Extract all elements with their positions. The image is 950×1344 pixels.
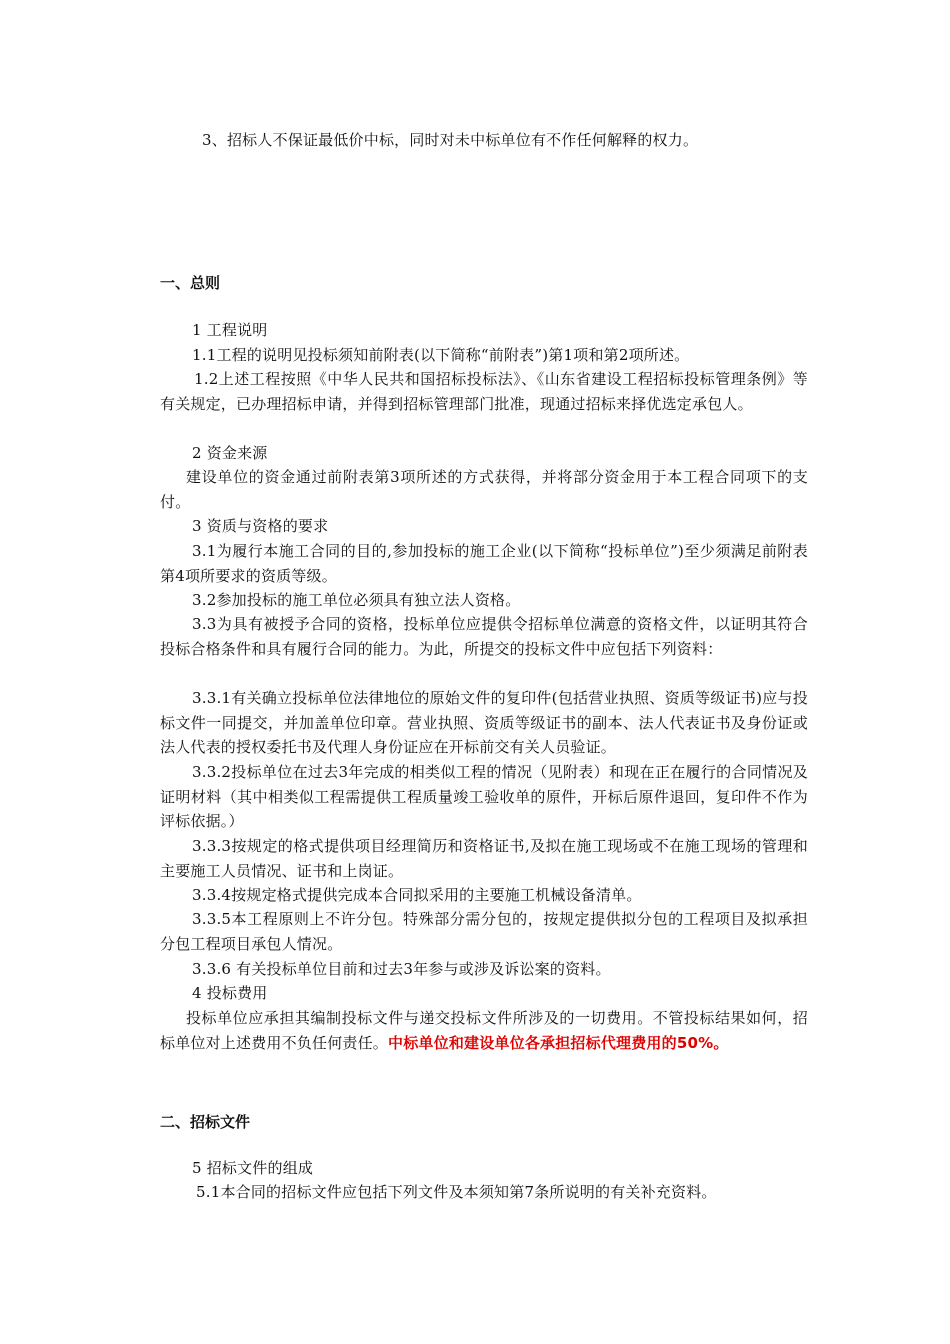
section-heading-general: 一、总则 — [160, 274, 221, 292]
para-3-3-2: 3.3.2投标单位在过去3年完成的相类似工程的情况（见附表）和现在正在履行的合同情况及证明材料（其中相类似工程需提供工程质量竣工验收单的原件，开标后原件退回，复印件不作为评标依据。） — [160, 763, 808, 830]
para-3-3-5: 3.3.5本工程原则上不许分包。特殊部分需分包的，按规定提供拟分包的工程项目及拟承担分包工程项目承包人情况。 — [160, 910, 808, 953]
para-1-1: 1.1工程的说明见投标须知前附表(以下简称“前附表”)第1项和第2项所述。 — [192, 346, 690, 364]
para-3-3-4: 3.3.4按规定格式提供完成本合同拟采用的主要施工机械设备清单。 — [192, 886, 642, 904]
para-1-2: 1.2上述工程按照《中华人民共和国招标投标法》、《山东省建设工程招标投标管理条例》等有关规定，已办理招标申请，并得到招标管理部门批准，现通过招标来择优选定承包人。 — [160, 370, 808, 413]
para-2: 2 资金来源 — [192, 444, 268, 462]
para-2-body: 建设单位的资金通过前附表第3项所述的方式获得，并将部分资金用于本工程合同项下的支付。 — [160, 468, 808, 511]
para-3-3-1: 3.3.1有关确立投标单位法律地位的原始文件的复印件(包括营业执照、资质等级证书)应与投标文件一同提交，并加盖单位印章。营业执照、资质等级证书的副本、法人代表证书及身份证或法人代表的授权委托书及代理人身份证应在开标前交有关人员验证。 — [160, 689, 808, 756]
para-3-2: 3.2参加投标的施工单位必须具有独立法人资格。 — [192, 591, 521, 609]
para-5: 5 招标文件的组成 — [192, 1159, 314, 1177]
para-1: 1 工程说明 — [192, 321, 268, 339]
para-4-text: 投标单位应承担其编制投标文件与递交投标文件所涉及的一切费用。不管投标结果如何，招标单位对上述费用不负任何责任。 — [160, 1009, 808, 1052]
para-3-3-6: 3.3.6 有关投标单位目前和过去3年参与或涉及诉讼案的资料。 — [192, 960, 611, 978]
para-3-1: 3.1为履行本施工合同的目的,参加投标的施工企业(以下简称“投标单位”)至少须满足前附表第4项所要求的资质等级。 — [160, 542, 808, 585]
para-5-1: 5.1本合同的招标文件应包括下列文件及本须知第7条所说明的有关补充资料。 — [196, 1183, 717, 1201]
para-3-3-3: 3.3.3按规定的格式提供项目经理简历和资格证书,及拟在施工现场或不在施工现场的管理和主要施工人员情况、证书和上岗证。 — [160, 837, 808, 880]
section-heading-tender-documents: 二、招标文件 — [160, 1113, 251, 1131]
note-3: 3、招标人不保证最低价中标，同时对未中标单位有不作任何解释的权力。 — [202, 131, 699, 149]
para-3: 3 资质与资格的要求 — [192, 517, 329, 535]
para-4-body — [160, 1006, 808, 1055]
para-3-3: 3.3为具有被授予合同的资格，投标单位应提供令招标单位满意的资格文件，以证明其符合投标合格条件和具有履行合同的能力。为此，所提交的投标文件中应包括下列资料： — [160, 615, 808, 658]
para-4: 4 投标费用 — [192, 984, 268, 1002]
highlight-fee-split: 中标单位和建设单位各承担招标代理费用的50%。 — [388, 1033, 729, 1052]
